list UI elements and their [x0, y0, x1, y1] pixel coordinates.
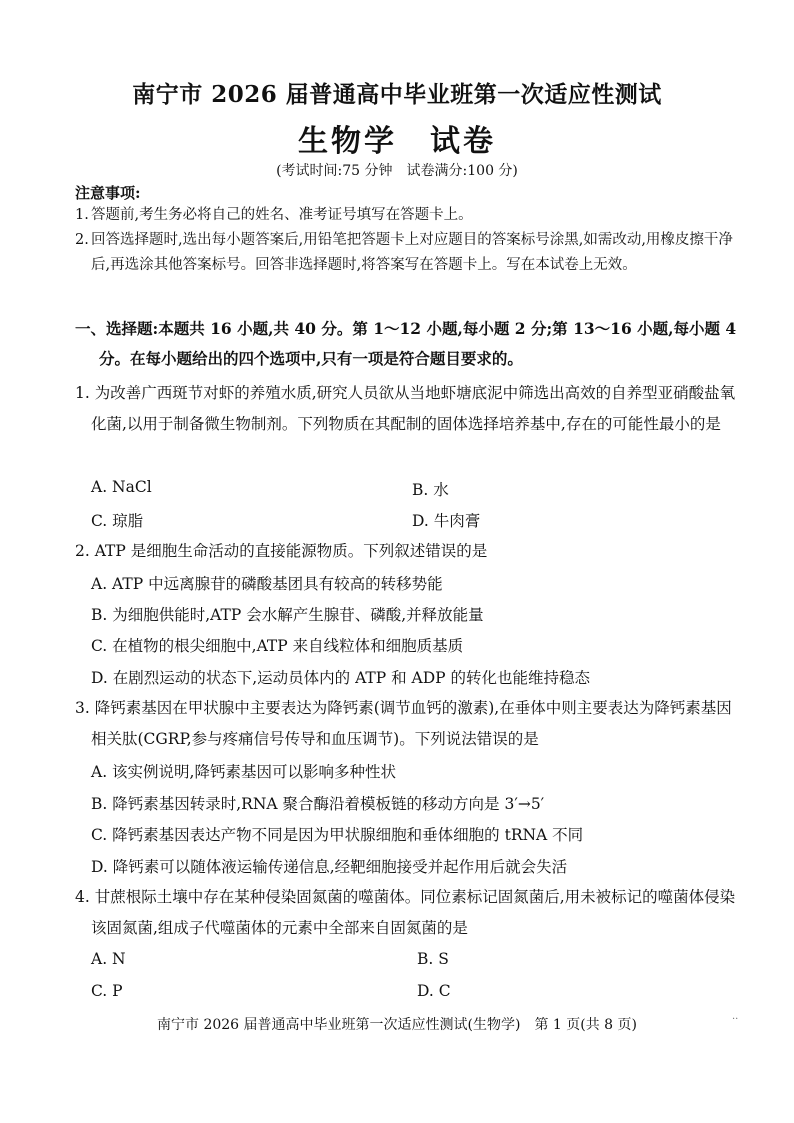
question-stem: 4. 甘蔗根际土壤中存在某种侵染固氮菌的噬菌体。同位素标记固氮菌后,用未被标记的噬菌体侵染该固氮菌,组成子代噬菌体的元素中全部来自固氮菌的是: [75, 888, 736, 937]
option-b: B. 水: [412, 481, 449, 499]
question-2: [75, 536, 745, 567]
question-stem: 1. 为改善广西斑节对虾的养殖水质,研究人员欲从当地虾塘底泥中筛选出高效的自养型亚硝酸盐氧化菌,以用于制备微生物制剂。下列物质在其配制的固体选择培养基中,存在的可能性最小的是: [75, 384, 736, 433]
exam-subject: 生物学 试卷: [298, 124, 496, 159]
option-d: D. C: [417, 982, 451, 1000]
note-item: [75, 228, 745, 278]
option-c: C. 降钙素基因表达产物不同是因为甲状腺细胞和垂体细胞的 tRNA 不同: [91, 826, 584, 844]
option-a: A. NaCl: [91, 478, 152, 496]
page-footer: 南宁市 2026 届普通高中毕业班第一次适应性测试(生物学) 第 1 页(共 8 页): [157, 1017, 637, 1033]
note-text: 回答选择题时,选出每小题答案后,用铅笔把答题卡上对应题目的答案标号涂黑,如需改动,用橡皮擦干净后,再选涂其他答案标号。回答非选择题时,将答案写在答题卡上。写在本试卷上无效。: [91, 232, 733, 273]
exam-meta: (考试时间:75 分钟 试卷满分:100 分): [276, 163, 518, 179]
note-number: 1.: [75, 207, 89, 223]
option-a: A. N: [91, 950, 126, 968]
option-a: A. ATP 中远离腺苷的磷酸基团具有较高的转移势能: [91, 575, 443, 593]
question-stem: 2. ATP 是细胞生命活动的直接能源物质。下列叙述错误的是: [75, 542, 488, 560]
question-4: [75, 882, 745, 944]
option-b: B. S: [417, 950, 449, 968]
question-stem: 3. 降钙素基因在甲状腺中主要表达为降钙素(调节血钙的激素),在垂体中则主要表达为降钙素基因相关肽(CGRP,参与疼痛信号传导和血压调节)。下列说法错误的是: [75, 699, 732, 748]
option-c: C. 在植物的根尖细胞中,ATP 来自线粒体和细胞质基质: [91, 637, 464, 655]
question-3: [75, 693, 745, 755]
option-c: C. P: [91, 982, 123, 1000]
option-b: B. 为细胞供能时,ATP 会水解产生腺苷、磷酸,并释放能量: [91, 606, 484, 624]
note-text: 答题前,考生务必将自己的姓名、准考证号填写在答题卡上。: [91, 207, 473, 223]
scan-mark: ··: [732, 1014, 739, 1025]
note-item: [75, 203, 745, 228]
note-number: 2.: [75, 232, 89, 248]
option-a: A. 该实例说明,降钙素基因可以影响多种性状: [91, 763, 396, 781]
exam-title: 南宁市 2026 届普通高中毕业班第一次适应性测试: [132, 81, 662, 108]
option-d: D. 牛肉膏: [412, 512, 481, 530]
section-line-2: 分。在每小题给出的四个选项中,只有一项是符合题目要求的。: [99, 349, 523, 368]
section-line-1: 一、选择题:本题共 16 小题,共 40 分。第 1～12 小题,每小题 2 分;第 13～16 小题,每小题 4: [75, 319, 737, 338]
section-heading: [75, 314, 745, 374]
option-d: D. 在剧烈运动的状态下,运动员体内的 ATP 和 ADP 的转化也能维持稳态: [91, 669, 591, 687]
question-1: [75, 378, 745, 440]
option-c: C. 琼脂: [91, 512, 144, 530]
option-b: B. 降钙素基因转录时,RNA 聚合酶沿着模板链的移动方向是 3′→5′: [91, 795, 545, 813]
option-d: D. 降钙素可以随体液运输传递信息,经靶细胞接受并起作用后就会失活: [91, 858, 568, 876]
notes-heading: 注意事项:: [75, 184, 141, 202]
